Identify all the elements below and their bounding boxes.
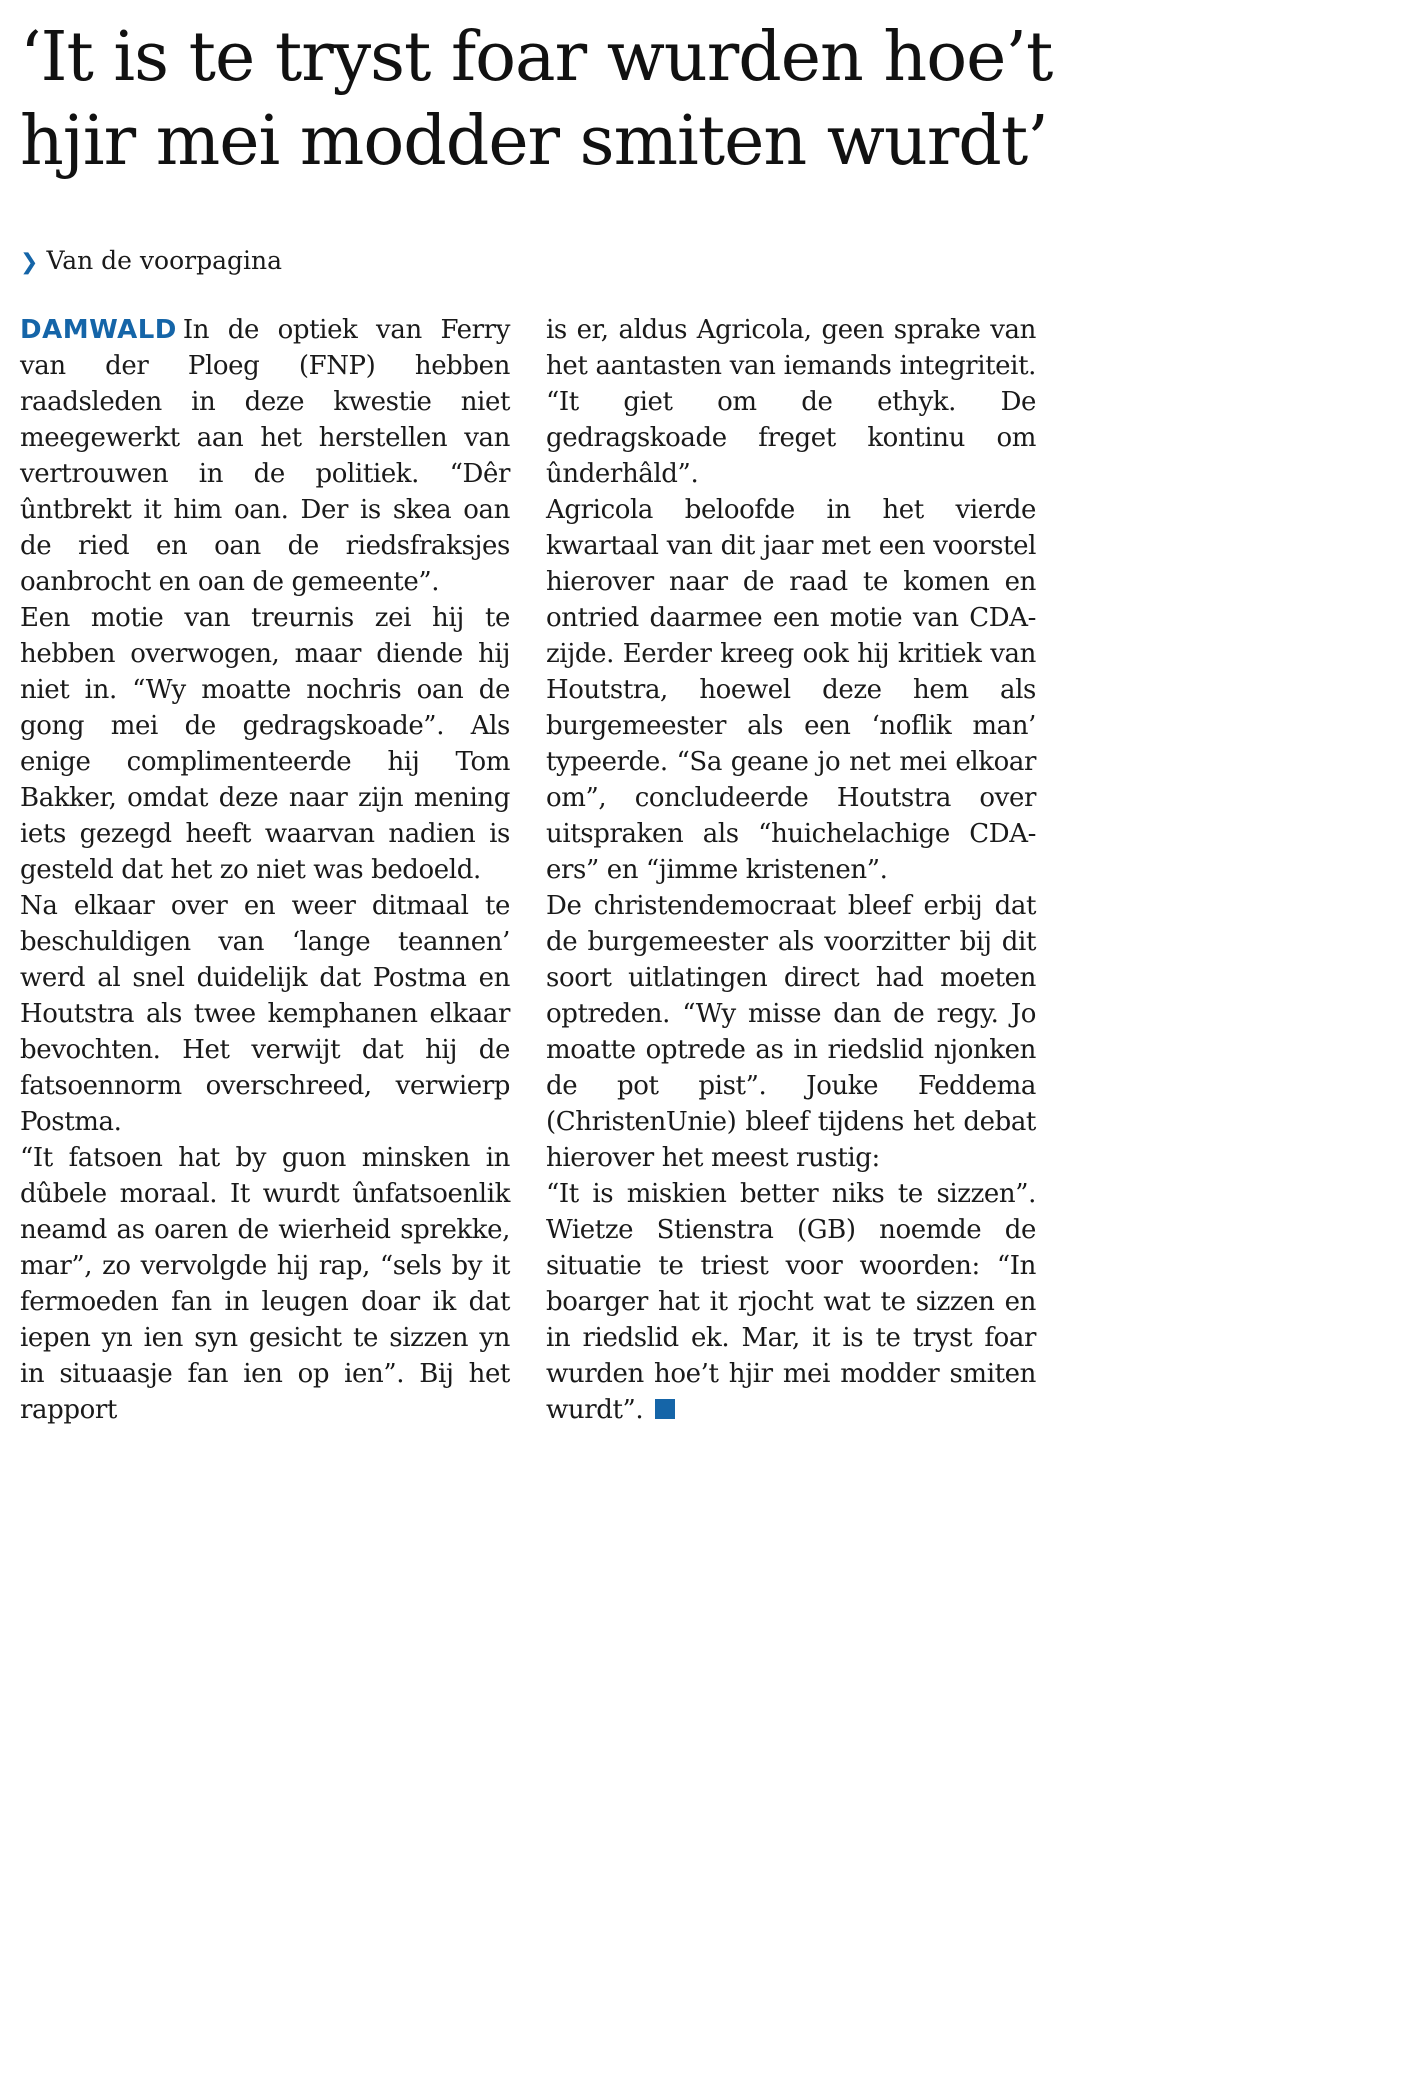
article-column-right [546,312,1036,1428]
article-paragraph: Een motie van treurnis zei hij te hebben overwogen, maar diende hij niet in. “Wy moatte nochris oan de gong mei de gedragskoade”. Als enige complimenteerde hij Tom Bakker, omdat deze naar zijn mening iets gezegd heeft waarvan nadien is gesteld dat het zo niet was bedoeld. [20,603,510,885]
headline [20,16,1053,184]
kicker-label: Van de voorpagina [46,246,282,275]
article-paragraph: De christendemocraat bleef erbij dat de burgemeester als voorzitter bij dit soort uitlatingen direct had moeten optreden. “Wy misse dan de regy. Jo moatte optrede as in riedslid njonken de pot pist”. Jouke Feddema (ChristenUnie) bleef tijdens het debat hierover het meest rustig: [546,891,1036,1173]
continued-from-front-page [20,244,282,280]
end-of-article-square-icon [655,1399,675,1419]
article-paragraph: Agricola beloofde in het vierde kwartaal van dit jaar met een voorstel hierover naar de raad te komen en ontried daarmee een motie van CDA-zijde. Eerder kreeg ook hij kritiek van Houtstra, hoewel deze hem als burgemeester als een ‘noflik man’ typeerde. “Sa geane jo net mei elkoar om”, concludeerde Houtstra over uitspraken als “huichelachige CDA-ers” en “jimme kristenen”. [546,495,1036,885]
article-paragraph: Na elkaar over en weer ditmaal te beschuldigen van ‘lange teannen’ werd al snel duidelijk dat Postma en Houtstra als twee kemphanen elkaar bevochten. Het verwijt dat hij de fatsoennorm overschreed, verwierp Postma. [20,891,510,1137]
article-paragraph [20,312,510,600]
chevron-right-icon: ❯ [20,250,39,275]
headline-line-2: hjir mei modder smiten wurdt’ [20,102,1048,181]
article-column-left [20,312,510,1428]
dateline: DAMWALD [20,315,177,345]
paragraph-text: In de optiek van Ferry van der Ploeg (FNP) hebben raadsleden in deze kwestie niet meegewerkt aan het herstellen van vertrouwen in de politiek. “Dêr ûntbrekt it him oan. Der is skea oan de ried en oan de riedsfraksjes oanbrocht en oan de gemeente”. [20,315,510,597]
article-paragraph [546,1176,1036,1428]
article-paragraph: is er, aldus Agricola, geen sprake van het aantasten van iemands integriteit. “It giet om de ethyk. De gedragskoade freget kontinu om ûnderhâld”. [546,315,1036,489]
headline-line-1: ‘It is te tryst foar wurden hoe’t [20,18,1053,97]
paragraph-text: “It is miskien better niks te sizzen”. Wietze Stienstra (GB) noemde de situatie te triest voor woorden: “In boarger hat it rjocht wat te sizzen en in riedslid ek. Mar, it is te tryst foar wurden hoe’t hjir mei modder smiten wurdt”. [546,1179,1036,1425]
article-paragraph: “It fatsoen hat by guon minsken in dûbele moraal. It wurdt ûnfatsoenlik neamd as oaren de wierheid sprekke, mar”, zo vervolgde hij rap, “sels by it fermoeden fan in leugen doar ik dat iepen yn ien syn gesicht te sizzen yn in situaasje fan ien op ien”. Bij het rapport [20,1143,510,1425]
